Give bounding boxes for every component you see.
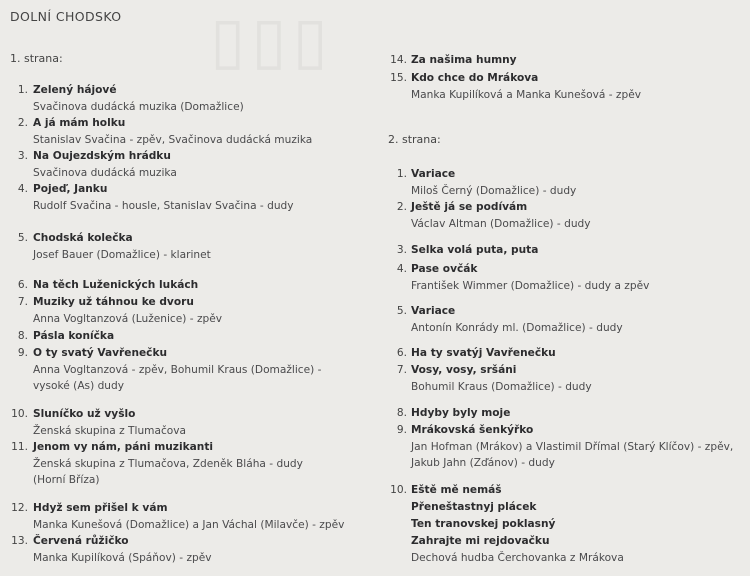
track-number: 4. [17,183,28,195]
track-body [33,500,344,533]
track-body [411,533,624,566]
track-performers: Svačinova dudácká muzika [33,166,177,179]
track-number: 1. [17,84,28,96]
track-title: Hdyž sem přišel k vám [33,502,168,514]
track-title: Zelený hájové [33,84,117,96]
track-body [411,482,502,499]
track-body [411,499,536,516]
track-performers: Miloš Černý (Domažlice) - dudy [411,184,577,197]
track-title: Variace [411,168,456,180]
track-title: Variace [411,305,456,317]
track-body [33,439,303,489]
track-number: 11. [11,441,28,453]
track-number: 2. [17,117,28,129]
track-title: Vosy, vosy, sršáni [411,364,517,376]
track-number: 9. [17,347,28,359]
track-performers: Antonín Konrády ml. (Domažlice) - dudy [411,321,623,334]
page-title: DOLNÍ CHODSKO [10,9,122,24]
track-body [411,303,623,336]
track-number: 7. [17,296,28,308]
track-number: 1. [396,168,407,180]
track-performers: Manka Kunešová (Domažlice) a Jan Váchal (Milavče) - zpěv [33,518,345,531]
track-performers: Stanislav Svačina - zpěv, Svačinova dudácká muzika [33,133,313,146]
track-body [411,70,641,103]
track-body [411,516,555,533]
track-title: Muziky už táhnou ke dvoru [33,296,194,308]
track-title: Za našima humny [411,54,517,66]
track-title: A já mám holku [33,117,126,129]
track-title: Pásla koníčka [33,330,115,342]
track-body [33,294,222,327]
track-body [411,261,649,294]
track-performers: Anna Vogltanzová - zpěv, Bohumil Kraus (Domažlice) - [33,363,322,376]
track-title: Eště mě nemáš [411,484,502,496]
track-number: 8. [396,407,407,419]
track-body [411,405,510,422]
side2-heading: 2. strana: [388,133,441,146]
track-body [411,345,556,362]
track-number: 15. [390,72,407,84]
track-performers: Manka Kupilíková (Spáňov) - zpěv [33,551,212,564]
track-title: Červená růžičko [33,535,129,547]
track-number: 8. [17,330,28,342]
track-performers: Rudolf Svačina - housle, Stanislav Svačina - dudy [33,199,294,212]
track-performers: Svačinova dudácká muzika (Domažlice) [33,100,244,113]
track-performers: Josef Bauer (Domažlice) - klarinet [33,248,211,261]
track-body [33,82,244,115]
track-performers: Ženská skupina z Tlumačova [33,424,187,437]
track-number: 5. [396,305,407,317]
track-number: 6. [17,279,28,291]
track-title: Ha ty svatýj Vavřenečku [411,347,556,359]
track-number: 3. [396,244,407,256]
track-title: Na Oujezdským hrádku [33,150,171,162]
track-performers: Manka Kupilíková a Manka Kunešová - zpěv [411,88,641,101]
track-title: O ty svatý Vavřenečku [33,347,168,359]
track-body [411,52,517,69]
track-body [33,115,312,148]
track-number: 4. [396,263,407,275]
track-title: Na těch Luženických lukách [33,279,199,291]
track-title: Sluníčko už vyšlo [33,408,136,420]
track-performers: Jakub Jahn (Zďánov) - dudy [411,457,555,470]
track-body [33,230,211,263]
track-body [33,328,114,345]
track-performers: Václav Altman (Domažlice) - dudy [411,217,591,230]
track-body [33,406,186,439]
track-number: 12. [11,502,28,514]
track-number: 10. [11,408,28,420]
track-body [411,362,592,395]
track-body [33,345,321,395]
track-performers: Ženská skupina z Tlumačova, Zdeněk Bláha - dudy [33,457,303,470]
track-performers: Dechová hudba Čerchovanka z Mrákova [411,551,624,564]
track-performers: Jan Hofman (Mrákov) a Vlastimil Dřímal (Starý Klíčov) - zpěv, [411,440,734,453]
track-body [33,533,212,566]
track-number: 3. [17,150,28,162]
track-number: 2. [396,201,407,213]
track-title: Ten tranovskej poklasný [411,518,556,530]
track-body [411,166,576,199]
track-title: Zahrajte mi rejdovačku [411,535,550,547]
track-number: 6. [396,347,407,359]
track-number: 5. [17,232,28,244]
track-body [33,277,198,294]
track-title: Přeneštastnyj plácek [411,501,537,513]
track-title: Hdyby byly moje [411,407,511,419]
track-body [33,181,294,214]
background-watermark: ▯▯▯ [210,4,334,78]
track-number: 13. [11,535,28,547]
track-number: 7. [396,364,407,376]
track-title: Ještě já se podívám [411,201,528,213]
track-number: 10. [390,484,407,496]
track-body [411,422,733,472]
track-number: 9. [396,424,407,436]
track-title: Chodská kolečka [33,232,133,244]
track-performers: Anna Vogltanzová (Luženice) - zpěv [33,312,223,325]
track-title: Jenom vy nám, páni muzikanti [33,441,214,453]
track-performers: Bohumil Kraus (Domažlice) - dudy [411,380,592,393]
track-title: Pase ovčák [411,263,478,275]
track-body [33,148,177,181]
track-number: 14. [390,54,407,66]
track-body [411,242,538,259]
track-title: Mrákovská šenkýřko [411,424,534,436]
track-body [411,199,591,232]
track-title: Pojeď, Janku [33,183,108,195]
track-title: Kdo chce do Mrákova [411,72,539,84]
track-performers: František Wimmer (Domažlice) - dudy a zpěv [411,279,650,292]
side1-heading: 1. strana: [10,52,63,65]
track-performers: vysoké (As) dudy [33,380,125,393]
track-performers: (Horní Bříza) [33,474,100,487]
track-title: Selka volá puta, puta [411,244,539,256]
